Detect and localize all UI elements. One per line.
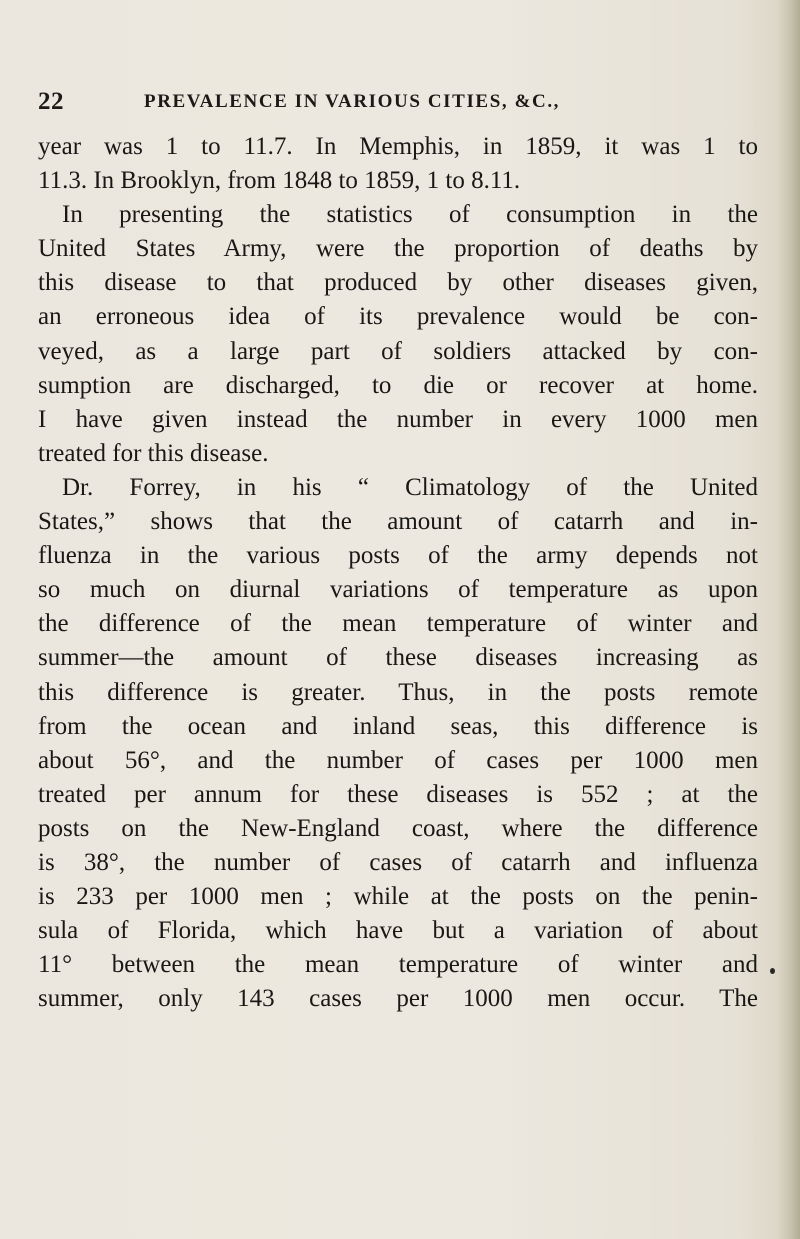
text-line: from the ocean and inland seas, this difference is (38, 712, 758, 740)
text-line: this disease to that produced by other diseases given, (38, 269, 758, 297)
text-line: 11.3. In Brooklyn, from 1848 to 1859, 1 to 8.11. (38, 167, 521, 195)
page-header (38, 88, 758, 118)
text-line: treated for this disease. (38, 439, 269, 467)
text-line: veyed, as a large part of soldiers attacked by con- (38, 337, 758, 365)
page-edge-shadow (778, 0, 800, 1239)
text-line: year was 1 to 11.7. In Memphis, in 1859, it was 1 to (38, 133, 758, 160)
text-line: States,” shows that the amount of catarrh and in- (38, 508, 758, 536)
text-line: is 38°, the number of cases of catarrh and influenza (38, 848, 758, 876)
text-line: this difference is greater. Thus, in the posts remote (38, 678, 758, 706)
text-line: posts on the New-England coast, where the difference (38, 814, 758, 842)
running-head: PREVALENCE IN VARIOUS CITIES, &C., (144, 91, 561, 112)
body-text (38, 130, 758, 1016)
text-line: I have given instead the number in every 1000 men (38, 405, 758, 433)
text-line: the difference of the mean temperature of winter and (38, 610, 758, 638)
text-line: fluenza in the various posts of the army depends not (38, 542, 758, 570)
text-line: sula of Florida, which have but a variation of about (38, 917, 758, 945)
text-line: is 233 per 1000 men ; while at the posts on the penin- (38, 883, 758, 911)
text-line: 11° between the mean temperature of winter and (38, 951, 758, 979)
paragraph-start-line: Dr. Forrey, in his “ Climatology of the United (62, 473, 758, 501)
text-line: summer, only 143 cases per 1000 men occur. The (38, 985, 758, 1013)
page-number: 22 (38, 88, 64, 115)
text-line: sumption are discharged, to die or recover at home. (38, 371, 758, 399)
text-line: about 56°, and the number of cases per 1000 men (38, 746, 758, 774)
text-line: United States Army, were the proportion of deaths by (38, 235, 758, 263)
text-line: summer—the amount of these diseases increasing as (38, 644, 758, 672)
text-line: treated per annum for these diseases is 552 ; at the (38, 780, 758, 808)
paragraph-start-line: In presenting the statistics of consumption in the (62, 201, 758, 229)
margin-ink-dot (770, 968, 775, 974)
text-line: so much on diurnal variations of temperature as upon (38, 576, 758, 604)
text-line: an erroneous idea of its prevalence would be con- (38, 303, 758, 331)
